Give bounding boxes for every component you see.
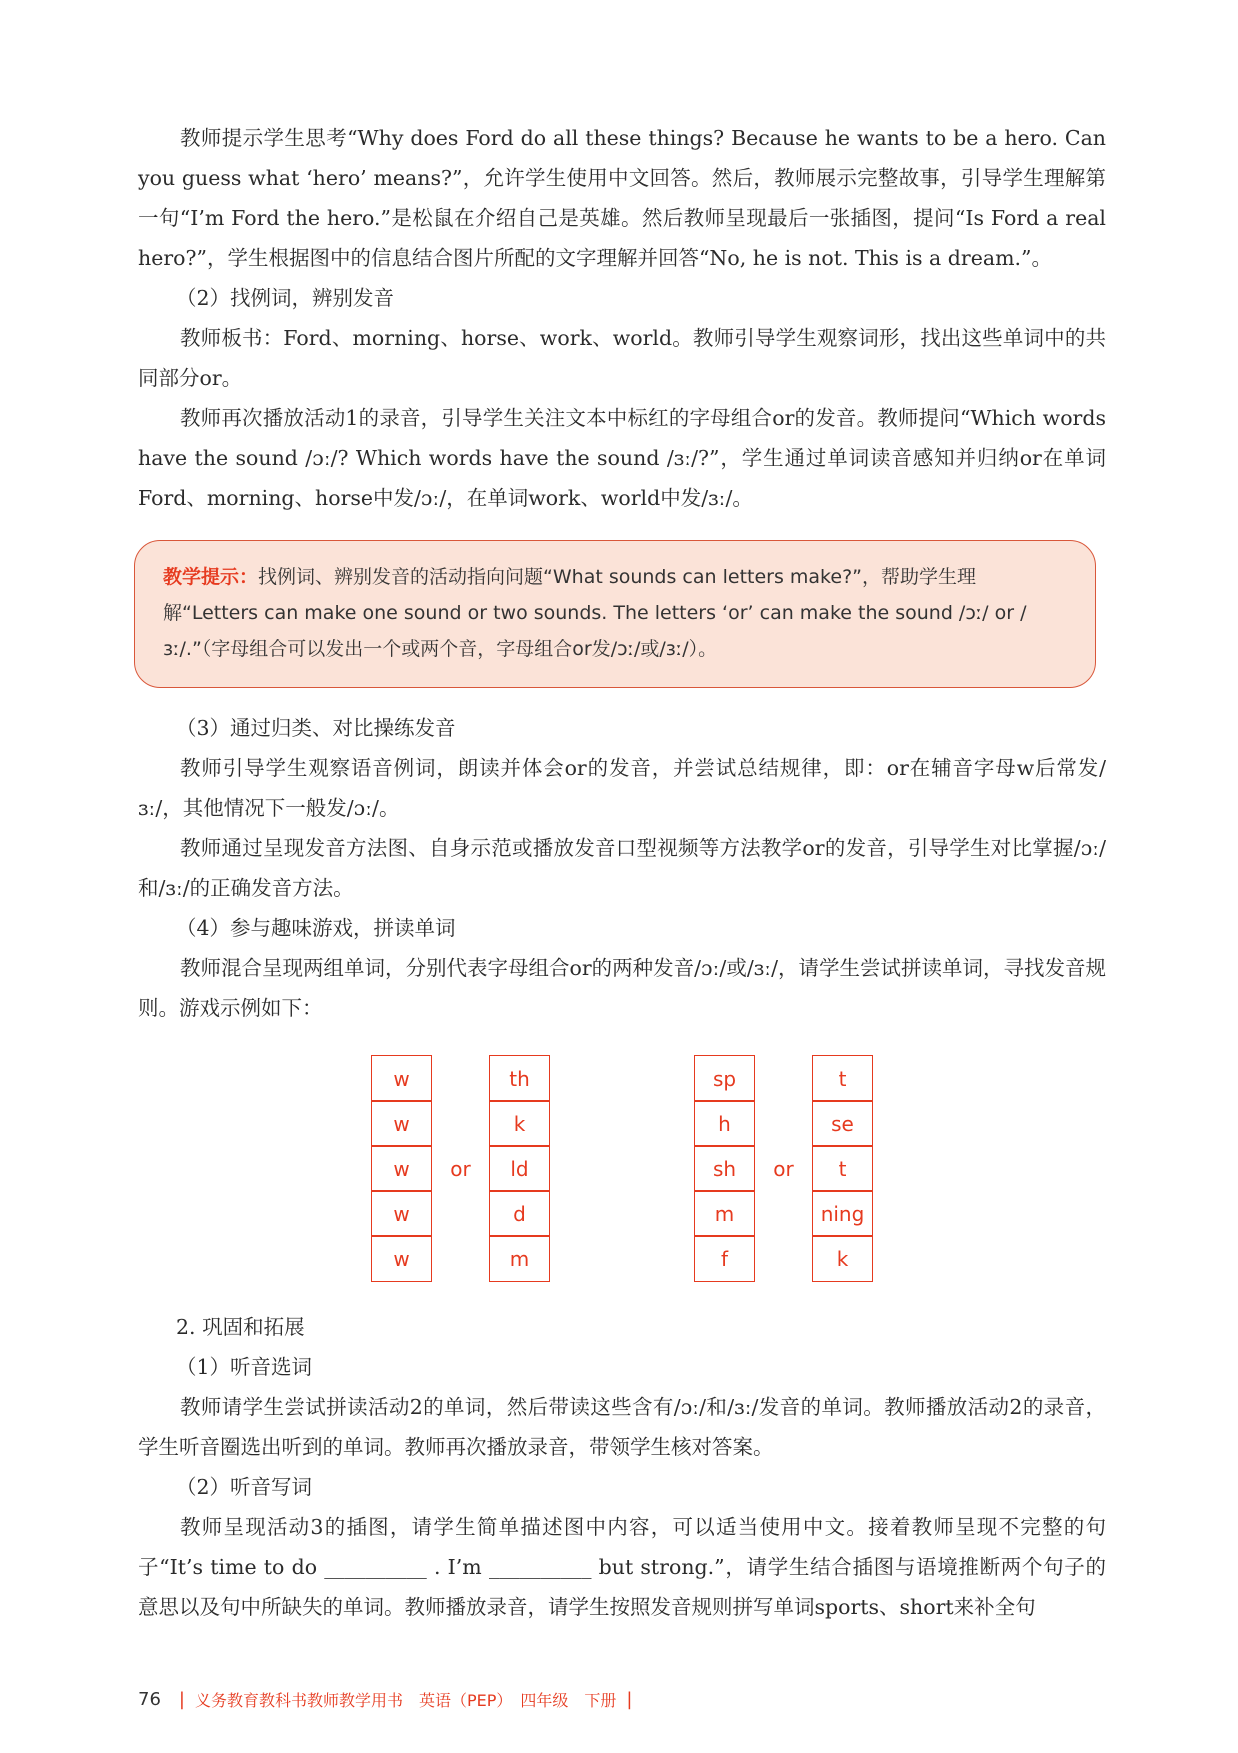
footer-separator: | — [178, 1689, 185, 1710]
onset-cell: f — [694, 1235, 755, 1282]
paragraph: 教师板书：Ford、morning、horse、work、world。教师引导学生观察词形，找出这些单词中的共同部分or。 — [138, 326, 1106, 390]
ending-cell: ld — [489, 1145, 550, 1192]
onset-cell: h — [694, 1100, 755, 1147]
onset-cell: m — [694, 1190, 755, 1237]
ending-cell: k — [812, 1235, 873, 1282]
ending-cell: d — [489, 1190, 550, 1237]
teaching-tip-box — [134, 540, 1096, 688]
phonics-grid-right — [695, 1056, 872, 1281]
page-footer — [138, 1688, 632, 1711]
vowel-cell: or — [773, 1156, 794, 1181]
paragraph: 教师提示学生思考“Why does Ford do all these things? Because he wants to be a hero. Can you guess what ‘hero’ means?”，允许学生使用中文回答。然后，教师展示完整故事，引导学生理解第一句“I’m Ford the hero.”是松鼠在介绍自己是英雄。然后教师呈现最后一张插图，提问“Is Ford a real hero?”，学生根据图中的信息结合图片所配的文字理解并回答“No, he is not. This is a dream.”。 — [138, 126, 1106, 270]
middle-paragraphs — [138, 708, 1106, 1028]
ending-cell: t — [812, 1145, 873, 1192]
section-heading: （2）找例词，辨别发音 — [176, 286, 395, 310]
onset-cell: sh — [694, 1145, 755, 1192]
page-content — [138, 118, 1106, 1627]
ending-cell: se — [812, 1100, 873, 1147]
bottom-paragraphs — [138, 1307, 1106, 1627]
tip-text: 找例词、辨别发音的活动指向问题“What sounds can letters make?”，帮助学生理解“Letters can make one sound or two sounds. The letters ‘or’ can make the sound /ɔː/ or /ɜː/.”（字母组合可以发出一个或两个音，字母组合or发/ɔː/或/ɜː/）。 — [163, 566, 1027, 660]
footer-separator-end: | — [626, 1689, 633, 1710]
onset-cell: w — [371, 1145, 432, 1192]
ending-cell: th — [489, 1055, 550, 1102]
ending-cell: k — [489, 1100, 550, 1147]
section-heading: （4）参与趣味游戏，拼读单词 — [176, 916, 456, 940]
section-heading: 2. 巩固和拓展 — [176, 1315, 305, 1339]
onset-cell: sp — [694, 1055, 755, 1102]
phonics-game-grids — [138, 1056, 1106, 1281]
section-heading: （3）通过归类、对比操练发音 — [176, 716, 456, 740]
paragraph: 教师再次播放活动1的录音，引导学生关注文本中标红的字母组合or的发音。教师提问“Which words have the sound /ɔː/? Which words have the sound /ɜː/?”，学生通过单词读音感知并归纳or在单词Ford、morning、horse中发/ɔː/，在单词work、world中发/ɜː/。 — [138, 406, 1106, 510]
top-paragraphs — [138, 118, 1106, 518]
page-number: 76 — [138, 1689, 161, 1710]
onset-cell: w — [371, 1235, 432, 1282]
paragraph: 教师请学生尝试拼读活动2的单词，然后带读这些含有/ɔː/和/ɜː/发音的单词。教师播放活动2的录音，学生听音圈选出听到的单词。教师再次播放录音，带领学生核对答案。 — [138, 1395, 1106, 1459]
vowel-cell: or — [450, 1156, 471, 1181]
paragraph: 教师混合呈现两组单词，分别代表字母组合or的两种发音/ɔː/或/ɜː/，请学生尝试拼读单词，寻找发音规则。游戏示例如下： — [138, 956, 1106, 1020]
tip-title: 教学提示： — [163, 566, 259, 588]
section-heading: （1）听音选词 — [176, 1355, 313, 1379]
onset-cell: w — [371, 1100, 432, 1147]
onset-cell: w — [371, 1190, 432, 1237]
onset-cell: w — [371, 1055, 432, 1102]
book-series-title: 义务教育教科书教师教学用书 英语（PEP） 四年级 下册 — [194, 1691, 617, 1710]
paragraph: 教师引导学生观察语音例词，朗读并体会or的发音，并尝试总结规律，即：or在辅音字母w后常发/ɜː/，其他情况下一般发/ɔː/。 — [138, 756, 1106, 820]
ending-cell: ning — [812, 1190, 873, 1237]
ending-cell: t — [812, 1055, 873, 1102]
ending-cell: m — [489, 1235, 550, 1282]
phonics-grid-left — [372, 1056, 549, 1281]
paragraph: 教师通过呈现发音方法图、自身示范或播放发音口型视频等方法教学or的发音，引导学生对比掌握/ɔː/和/ɜː/的正确发音方法。 — [138, 836, 1106, 900]
paragraph: 教师呈现活动3的插图，请学生简单描述图中内容，可以适当使用中文。接着教师呈现不完整的句子“It’s time to do __________ . I’m __________ but strong.”，请学生结合插图与语境推断两个句子的意思以及句中所缺失的单词。教师播放录音，请学生按照发音规则拼写单词sports、short来补全句 — [138, 1515, 1106, 1619]
section-heading: （2）听音写词 — [176, 1475, 313, 1499]
